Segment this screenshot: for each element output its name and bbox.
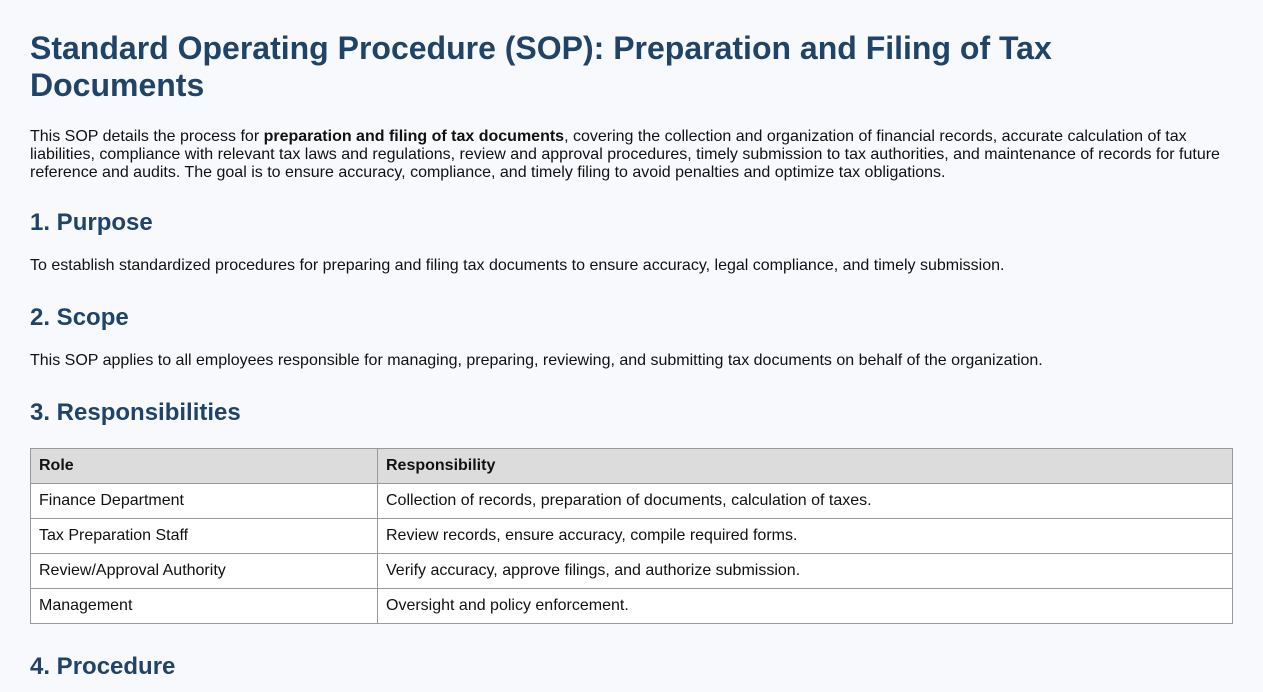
section-heading-scope: 2. Scope	[30, 304, 129, 331]
section-heading-responsibilities: 3. Responsibilities	[30, 399, 241, 426]
column-header-responsibility: Responsibility	[378, 449, 1233, 484]
responsibility-cell: Oversight and policy enforcement.	[378, 589, 1233, 624]
column-header-role: Role	[31, 449, 378, 484]
page-title: Standard Operating Procedure (SOP): Preparation and Filing of Tax Documents	[30, 30, 1052, 103]
role-cell: Tax Preparation Staff	[31, 519, 378, 554]
intro-paragraph	[30, 128, 1230, 182]
intro-bold: preparation and filing of tax documents	[263, 128, 565, 145]
purpose-text: To establish standardized procedures for preparing and filing tax documents to ensure accuracy, legal compliance, and timely submission.	[30, 257, 1005, 274]
scope-text: This SOP applies to all employees responsible for managing, preparing, reviewing, and submitting tax documents on behalf of the organization.	[30, 352, 1043, 369]
responsibility-cell: Verify accuracy, approve filings, and authorize submission.	[378, 554, 1233, 589]
responsibility-cell: Collection of records, preparation of documents, calculation of taxes.	[378, 484, 1233, 519]
section-heading-procedure: 4. Procedure	[30, 653, 176, 680]
role-cell: Review/Approval Authority	[31, 554, 378, 589]
intro-suffix: , covering the collection and organization of financial records, accurate calculation of tax liabilities, compliance with relevant tax laws and regulations, review and approval procedures, timely submission to tax authorities, and maintenance of records for future reference and audits. The goal is to ensure accuracy, compliance, and timely filing to avoid penalties and optimize tax obligations.	[30, 128, 1220, 181]
sop-document	[0, 30, 1263, 681]
role-cell: Finance Department	[31, 484, 378, 519]
table-row	[31, 589, 1233, 624]
table-row	[31, 484, 1233, 519]
table-header-row	[31, 449, 1233, 484]
responsibilities-table	[30, 448, 1233, 624]
responsibility-cell: Review records, ensure accuracy, compile required forms.	[378, 519, 1233, 554]
table-row	[31, 519, 1233, 554]
section-heading-purpose: 1. Purpose	[30, 209, 153, 236]
role-cell: Management	[31, 589, 378, 624]
table-row	[31, 554, 1233, 589]
intro-prefix: This SOP details the process for	[30, 128, 264, 145]
